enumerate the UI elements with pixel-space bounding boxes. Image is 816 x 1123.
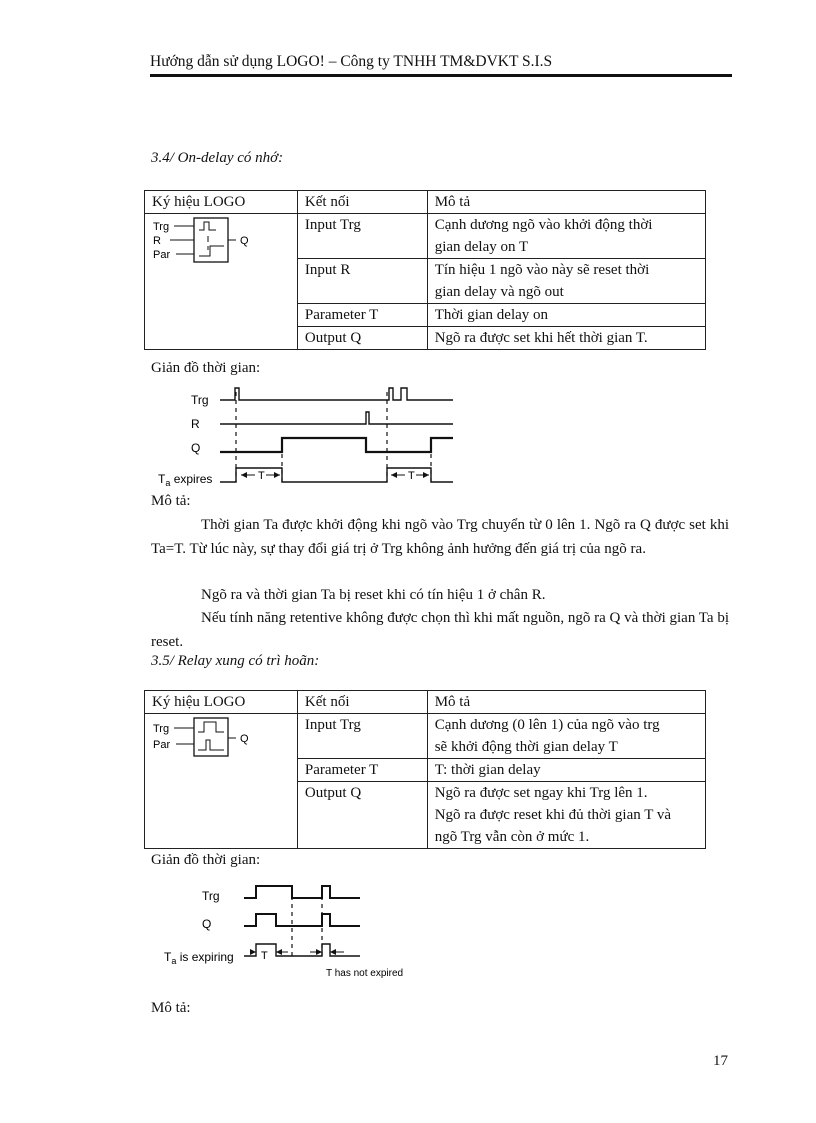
description-label: Mô tả: [151,493,191,509]
ta-main: T [158,472,166,486]
desc-line: gian delay on T [434,239,529,255]
timing-diagram-label: Giản đồ thời gian: [151,360,261,376]
on-delay-spec-table [144,190,706,350]
desc-line: gian delay và ngõ out [434,284,564,300]
timing-t-label: T [261,950,268,962]
symbol-input-r: R [153,235,161,247]
symbol-output-q: Q [240,733,249,745]
table-header-cell: Mô tả [427,691,705,714]
ta-sub: a [171,956,177,966]
description-label: Mô tả: [151,1000,191,1016]
on-delay-timing-diagram [155,382,460,490]
pulse-relay-symbol [152,714,272,762]
section-title-pulse-relay: 3.5/ Relay xung có trì hoãn: [151,653,320,669]
desc-line: T: thời gian delay [434,762,541,778]
table-header-cell: Ký hiệu LOGO [145,191,298,214]
ta-main: T [164,950,172,964]
table-header-cell: Mô tả [427,191,705,214]
timing-r-label: R [191,417,200,431]
desc-line: Thời gian delay on [434,307,549,323]
table-cell-description [427,259,705,304]
table-cell-connection: Input Trg [297,714,427,759]
timing-trg-label: Trg [202,889,220,903]
table-header-row [145,191,706,214]
symbol-input-par: Par [153,739,171,751]
desc-line: Cạnh dương ngõ vào khởi động thời [434,217,653,233]
description-paragraph: Nếu tính năng retentive không được chọn thì khi mất nguồn, ngõ ra Q và thời gian Ta bị reset. [151,610,729,650]
timing-t-label: T [258,470,265,482]
table-cell-description [427,782,705,849]
desc-line: sẽ khởi động thời gian delay T [434,739,618,755]
section-title-on-delay: 3.4/ On-delay có nhớ: [151,150,284,166]
pulse-relay-spec-table [144,690,706,849]
timing-diagram-label: Giản đồ thời gian: [151,852,261,868]
ta-sub: a [165,478,171,488]
timing-q-label: Q [191,441,201,455]
table-cell-description [427,327,705,350]
symbol-input-trg: Trg [153,723,170,735]
table-cell-description [427,304,705,327]
description-paragraph: Thời gian Ta được khởi động khi ngõ vào Trg chuyển từ 0 lên 1. Ngõ ra Q được set khi Ta=T. Từ lúc này, sự thay đổi giá trị ở Trg không ảnh hưởng đến giá trị của ngõ ra. [151,517,729,557]
page-number: 17 [713,1053,728,1069]
desc-line: Cạnh dương (0 lên 1) của ngõ vào trg [434,717,660,733]
timing-q-label: Q [202,917,212,931]
desc-line: Ngõ ra được reset khi đủ thời gian T và [434,807,672,823]
table-header-cell: Kết nối [297,191,427,214]
desc-line: Ngõ ra được set khi hết thời gian T. [434,330,648,346]
timing-ta-label [158,472,212,488]
ta-suffix: is expiring [176,950,234,964]
description-paragraph: Ngõ ra và thời gian Ta bị reset khi có tín hiệu 1 ở chân R. [201,587,546,603]
logo-symbol-cell [145,714,298,849]
table-cell-connection: Parameter T [297,759,427,782]
table-cell-connection: Input Trg [297,214,427,259]
timing-trg-label: Trg [191,393,209,407]
table-cell-description [427,214,705,259]
pulse-relay-timing-diagram [160,876,420,984]
table-header-cell: Kết nối [297,691,427,714]
table-cell-connection: Output Q [297,327,427,350]
table-header-cell: Ký hiệu LOGO [145,691,298,714]
table-cell-connection: Output Q [297,782,427,849]
desc-line: ngõ Trg vẫn còn ở mức 1. [434,829,590,845]
desc-line: Tín hiệu 1 ngõ vào này sẽ reset thời [434,262,650,278]
symbol-input-trg: Trg [153,221,170,233]
on-delay-retentive-symbol [152,214,272,270]
table-cell-connection: Input R [297,259,427,304]
header-divider [150,74,732,77]
table-cell-description [427,714,705,759]
symbol-input-par: Par [153,249,171,261]
desc-line: Ngõ ra được set ngay khi Trg lên 1. [434,785,648,801]
table-row [145,714,706,759]
table-row [145,214,706,259]
table-header-row [145,691,706,714]
table-cell-connection: Parameter T [297,304,427,327]
ta-suffix: expires [170,472,213,486]
timing-note: T has not expired [326,968,404,979]
timing-ta-label [164,950,234,966]
logo-symbol-cell [145,214,298,350]
symbol-output-q: Q [240,235,249,247]
page-header-title: Hướng dẫn sử dụng LOGO! – Công ty TNHH TM&DVKT S.I.S [150,53,553,70]
timing-t-label-2: T [408,470,415,482]
table-cell-description [427,759,705,782]
